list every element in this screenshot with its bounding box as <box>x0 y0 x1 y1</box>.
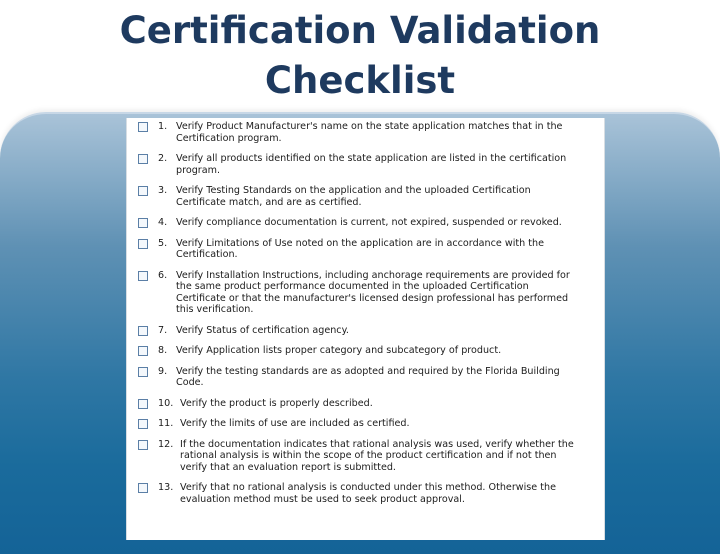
slide-title-line2: Checklist <box>264 59 456 102</box>
checklist-item-4 <box>127 217 604 229</box>
checkbox-icon <box>138 218 148 228</box>
item-text: Verify Status of certification agency. <box>176 324 349 336</box>
item-text: Verify all products identified on the state application are listed in the certification program. <box>176 153 567 176</box>
item-text: Verify the limits of use are included as certified. <box>180 418 410 429</box>
checklist-item-11 <box>127 418 604 430</box>
checkbox-icon <box>138 326 148 336</box>
item-text: Verify Installation Instructions, including anchorage requirements are provided for the same product performance documented in the uploaded Certification Certificate or that the manufacturer's licensed design professional has performed this verification. <box>176 269 570 315</box>
item-text: Verify Testing Standards on the application and the uploaded Certification Certificate match, and are as certified. <box>176 185 531 208</box>
item-text: Verify Limitations of Use noted on the application are in accordance with the Certification. <box>176 237 544 260</box>
checklist-item-12 <box>127 439 604 474</box>
item-text: Verify the testing standards are as adopted and required by the Florida Building Code. <box>176 365 560 388</box>
item-number: 11. <box>158 418 174 429</box>
item-number: 8. <box>158 345 168 356</box>
checklist-item-1 <box>127 121 604 144</box>
checklist <box>127 118 604 505</box>
item-number: 5. <box>158 237 168 249</box>
item-number: 12. <box>158 438 174 450</box>
checklist-item-8 <box>127 345 604 357</box>
item-text: If the documentation indicates that rational analysis was used, verify whether the rational analysis is within the scope of the product certification and if not then verify that an evaluation report is submitted. <box>180 438 574 473</box>
item-text: Verify the product is properly described. <box>180 397 373 409</box>
item-text: Verify Product Manufacturer's name on the state application matches that in the Certification program. <box>176 121 563 144</box>
checklist-item-6 <box>127 270 604 316</box>
item-number: 6. <box>158 269 168 281</box>
item-number: 9. <box>158 365 168 377</box>
item-number: 10. <box>158 397 174 409</box>
checkbox-icon <box>138 483 148 493</box>
checkbox-icon <box>138 346 148 356</box>
checklist-image <box>126 118 605 540</box>
slide-title <box>0 6 720 106</box>
item-text: Verify compliance documentation is current, not expired, suspended or revoked. <box>176 217 562 228</box>
item-number: 13. <box>158 482 174 493</box>
checkbox-icon <box>138 399 148 409</box>
checkbox-icon <box>138 440 148 450</box>
item-number: 2. <box>158 153 168 164</box>
item-text: Verify that no rational analysis is conducted under this method. Otherwise the evaluation method must be used to seek product approval. <box>180 482 556 505</box>
checklist-item-5 <box>127 238 604 261</box>
checklist-item-3 <box>127 185 604 208</box>
checkbox-icon <box>138 122 148 132</box>
checkbox-icon <box>138 186 148 196</box>
checkbox-icon <box>138 271 148 281</box>
item-number: 7. <box>158 324 168 336</box>
item-number: 4. <box>158 217 168 228</box>
checkbox-icon <box>138 367 148 377</box>
slide-title-line1: Certification Validation <box>119 9 601 52</box>
item-number: 3. <box>158 185 168 196</box>
checklist-item-13 <box>127 482 604 505</box>
checklist-item-7 <box>127 325 604 337</box>
item-number: 1. <box>158 121 168 132</box>
checkbox-icon <box>138 154 148 164</box>
checklist-item-10 <box>127 398 604 410</box>
item-text: Verify Application lists proper category and subcategory of product. <box>176 345 502 356</box>
checklist-item-2 <box>127 153 604 176</box>
checkbox-icon <box>138 419 148 429</box>
checkbox-icon <box>138 239 148 249</box>
checklist-item-9 <box>127 366 604 389</box>
